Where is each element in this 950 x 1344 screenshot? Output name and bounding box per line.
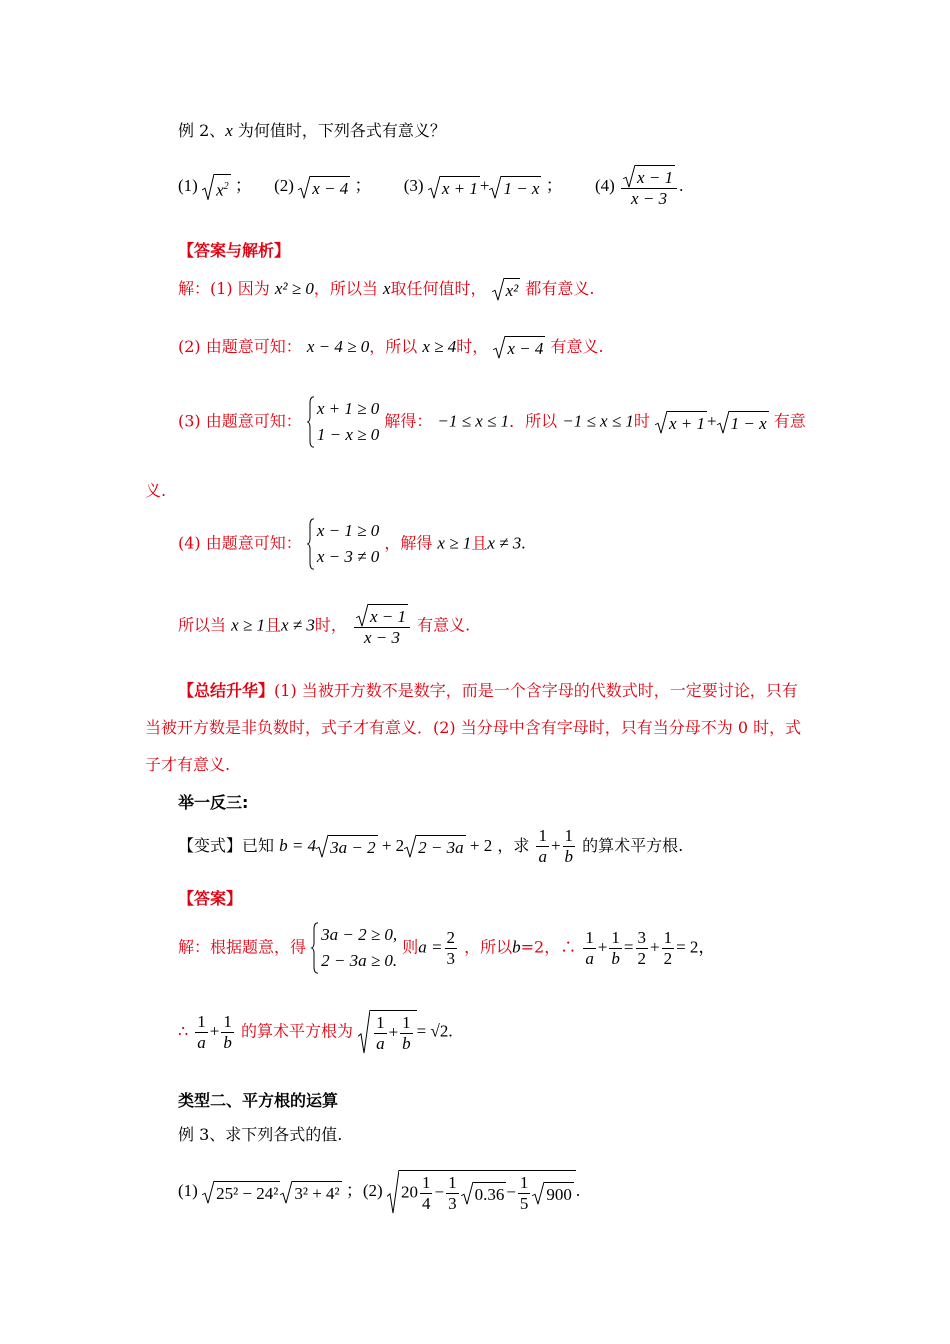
solution-1: 解：(1) 因为 x² ≥ 0，所以当 x取任何值时， x² 都有意义. [178, 279, 595, 300]
example2-title: 例 2、x 为何值时，下列各式有意义？ [178, 121, 446, 140]
example3-title: 例 3、求下列各式的值. [178, 1125, 343, 1144]
solution-3-wrap: 义. [145, 481, 167, 500]
sqrt-expr3a: x + 1 [428, 176, 480, 199]
frac-expr4: $\frac{x - 1}{x - 3}$ [621, 165, 677, 209]
example3-items: (1) 25² − 24² 3² + 4² ；(2) 20 $\frac{1}{4}$ − $\frac{1}{3}$ 0.36 − $\frac{1}{5}$ 900 . [178, 1170, 580, 1214]
answer-heading: 【答案与解析】 [178, 241, 291, 260]
solution-3: (3) 由题意可知： x + 1 ≥ 0 1 − x ≥ 0 解得： −1 ≤ x ≤ 1．所以 −1 ≤ x ≤ 1时 x + 1 + 1 − x 有意 [178, 396, 806, 448]
sqrt-expr2: x − 4 [298, 176, 350, 199]
sqrt-expr3b: 1 − x [489, 176, 541, 199]
answer2-solution: 解：根据题意，得 3a − 2 ≥ 0, 2 − 3a ≥ 0. 则a = $\frac{2}{3}$ ，所以b=2，∴ $\frac{1}{a}$ + $\frac{1}{b}$ = $\frac{3}{2}$ + $\frac{1}{2}$ = 2， [178, 922, 715, 974]
sqrt-expr1: $x^2$ [202, 174, 231, 201]
summary-paragraph: 【总结升华】(1) 当被开方数不是数字，而是一个含字母的代数式时，一定要讨论，只有当被开方数是非负数时，式子才有意义．(2) 当分母中含有字母时，只有当分母不为 0 时，式子才有意义. [145, 681, 802, 774]
variant-problem: 【变式】已知 b = 4 3a − 2 + 2 2 − 3a + 2 ，求 $\frac{1}{a}$ + $\frac{1}{b}$ 的算术平方根. [178, 826, 684, 866]
solution-4: (4) 由题意可知： x − 1 ≥ 0 x − 3 ≠ 0 ，解得 x ≥ 1且x ≠ 3. [178, 518, 525, 570]
type2-heading: 类型二、平方根的运算 [178, 1091, 339, 1110]
solution-2: (2) 由题意可知： x − 4 ≥ 0，所以 x ≥ 4时， x − 4 有意义. [178, 337, 604, 358]
answer2-result: ∴ $\frac{1}{a}$ + $\frac{1}{b}$ 的算术平方根为 $\frac{1}{a}$ + $\frac{1}{b}$ = √2. [178, 1011, 453, 1053]
answer2-heading: 【答案】 [178, 889, 243, 908]
example2-items: (1) $x^2$ ； (2) x − 4 ； (3) x + 1 + 1 − x ； (4) $\frac{x - 1}{x - 3}$ . [178, 165, 683, 209]
practice-heading: 举一反三: [178, 793, 249, 812]
solution-4b: 所以当 x ≥ 1且x ≠ 3时， $\frac{x - 1}{x - 3}$ 有意义. [178, 604, 470, 648]
